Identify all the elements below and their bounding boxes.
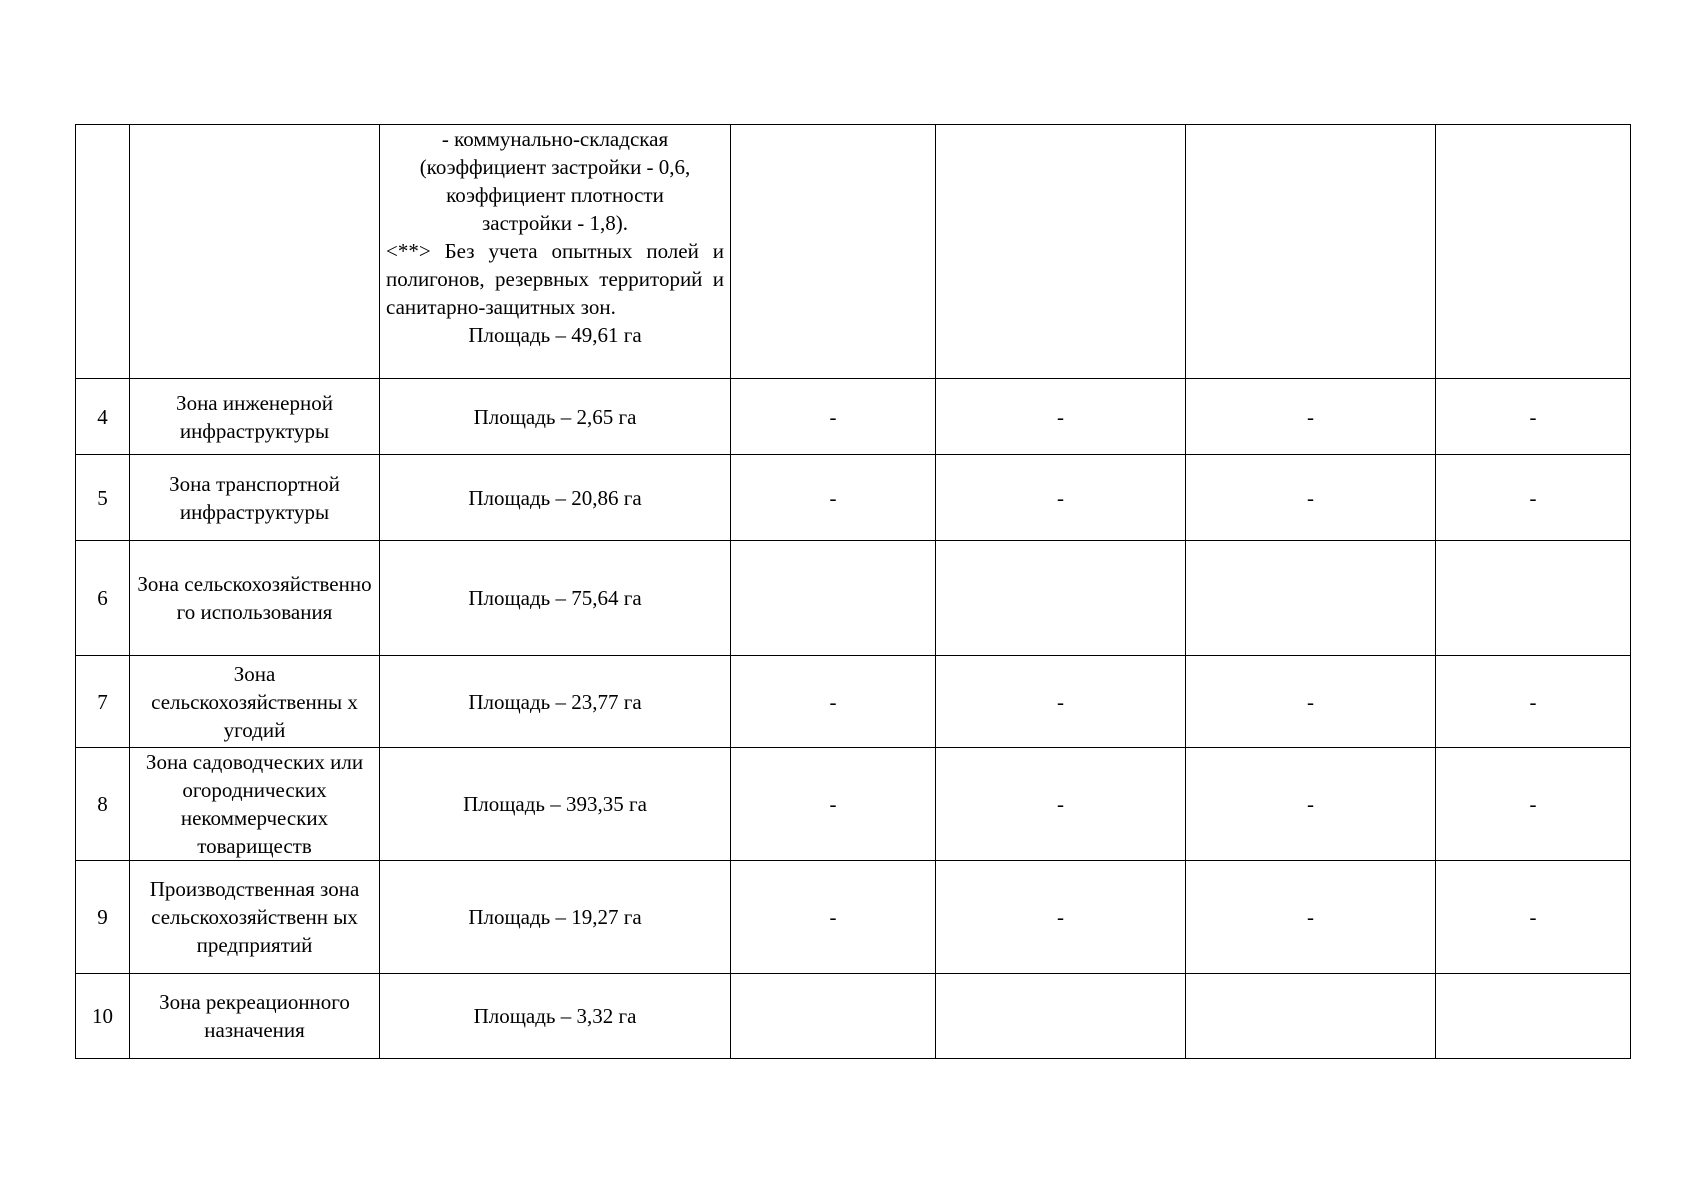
zone-area-cell: Площадь – 2,65 га [380, 379, 731, 455]
zones-table [75, 124, 1631, 1059]
zone-name-cell: Зона садоводческих или огороднических некоммерческих товариществ [130, 748, 380, 861]
footnote-text: <**> Без учета опытных полей и полигонов, резервных территорий и санитарно-защитных зон. [386, 239, 724, 319]
row-number-cell: 4 [76, 379, 130, 455]
zone-area-cell: Площадь – 23,77 га [380, 656, 731, 748]
value-cell [1436, 974, 1631, 1059]
value-cell: - [1186, 379, 1436, 455]
value-cell [1436, 125, 1631, 379]
value-cell [936, 974, 1186, 1059]
value-cell: - [731, 379, 936, 455]
description-line: застройки - 1,8). [481, 211, 629, 235]
value-cell [936, 125, 1186, 379]
value-cell: - [936, 748, 1186, 861]
row-number-cell: 6 [76, 541, 130, 656]
zone-area-cell: Площадь – 19,27 га [380, 861, 731, 974]
zone-name-cell: Зона транспортной инфраструктуры [130, 455, 380, 541]
description-line: (коэффициент застройки - 0,6, [419, 155, 691, 179]
value-cell [731, 125, 936, 379]
value-cell: - [1436, 656, 1631, 748]
zone-area: Площадь – 49,61 га [468, 323, 642, 347]
value-cell: - [1436, 748, 1631, 861]
zone-description-cell [380, 125, 731, 379]
value-cell [1186, 541, 1436, 656]
value-cell: - [936, 455, 1186, 541]
row-number-cell: 7 [76, 656, 130, 748]
value-cell: - [1186, 656, 1436, 748]
value-cell: - [731, 455, 936, 541]
value-cell: - [731, 748, 936, 861]
zone-area-cell: Площадь – 20,86 га [380, 455, 731, 541]
value-cell: - [1186, 455, 1436, 541]
table-row-continuation [76, 125, 1631, 379]
zone-name-cell: Зона инженерной инфраструктуры [130, 379, 380, 455]
table-row [76, 748, 1631, 861]
row-number-cell: 9 [76, 861, 130, 974]
table-row [76, 455, 1631, 541]
value-cell [731, 541, 936, 656]
zone-name-cell: Производственная зона сельскохозяйственн ых предприятий [130, 861, 380, 974]
description-line: - коммунально-складская [441, 127, 669, 151]
value-cell: - [1436, 379, 1631, 455]
value-cell [1186, 974, 1436, 1059]
table-row [76, 656, 1631, 748]
value-cell: - [936, 379, 1186, 455]
value-cell: - [1186, 748, 1436, 861]
row-number-cell: 10 [76, 974, 130, 1059]
description-line: коэффициент плотности [446, 183, 664, 207]
zone-area-cell: Площадь – 75,64 га [380, 541, 731, 656]
zone-name-cell [130, 125, 380, 379]
table-row [76, 861, 1631, 974]
value-cell [1186, 125, 1436, 379]
value-cell: - [1186, 861, 1436, 974]
value-cell: - [1436, 861, 1631, 974]
value-cell [1436, 541, 1631, 656]
value-cell: - [936, 861, 1186, 974]
table-row [76, 541, 1631, 656]
zone-name-cell: Зона сельскохозяйственны х угодий [130, 656, 380, 748]
zone-name-cell: Зона рекреационного назначения [130, 974, 380, 1059]
value-cell [731, 974, 936, 1059]
zone-area-cell: Площадь – 393,35 га [380, 748, 731, 861]
value-cell [936, 541, 1186, 656]
value-cell: - [1436, 455, 1631, 541]
row-number-cell: 8 [76, 748, 130, 861]
zone-name-cell: Зона сельскохозяйственно го использования [130, 541, 380, 656]
row-number-cell [76, 125, 130, 379]
row-number-cell: 5 [76, 455, 130, 541]
table-row [76, 379, 1631, 455]
value-cell: - [731, 861, 936, 974]
zone-area-cell: Площадь – 3,32 га [380, 974, 731, 1059]
value-cell: - [731, 656, 936, 748]
table-row [76, 974, 1631, 1059]
value-cell: - [936, 656, 1186, 748]
